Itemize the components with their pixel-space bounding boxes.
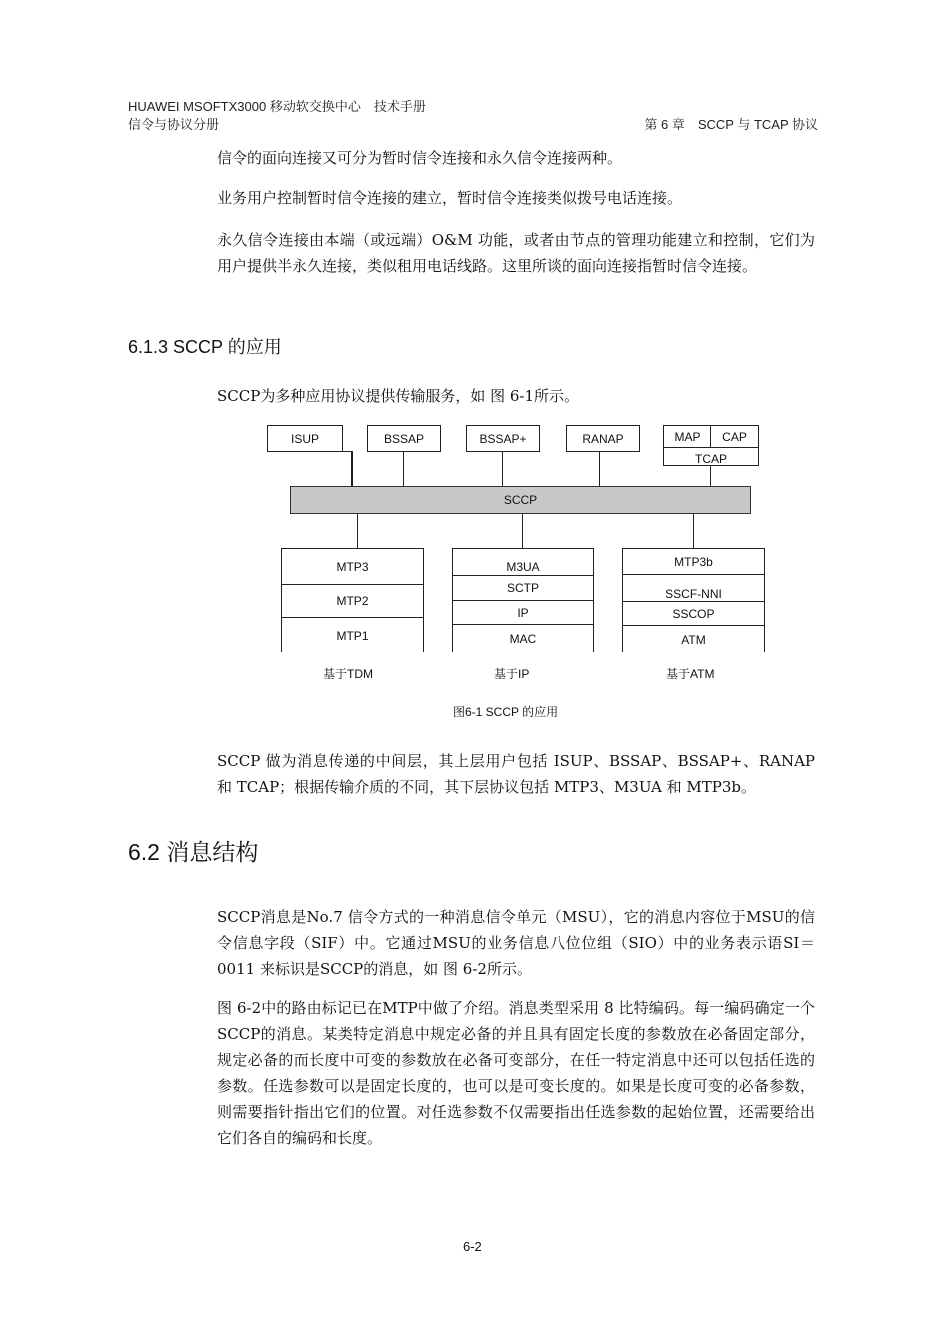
label-ip: 基于IP bbox=[494, 667, 530, 681]
layer-mtp3: MTP3 bbox=[282, 549, 423, 585]
label-atm: 基于ATM bbox=[666, 667, 715, 681]
connector-line bbox=[403, 452, 404, 486]
connector-line bbox=[351, 451, 353, 486]
box-ranap: RANAP bbox=[566, 425, 640, 452]
box-tcap bbox=[663, 447, 759, 466]
paragraph: SCCP消息是No.7 信令方式的一种消息信令单元（MSU），它的消息内容位于MSU的信令信息字段（SIF）中。它通过MSU的业务信息八位位组（SIO）中的业务表示语SI＝0011 来标识是SCCP的消息，如 图 6-2所示。 bbox=[217, 908, 815, 978]
header-volume: 信令与协议分册 bbox=[128, 117, 220, 132]
box-map: MAP bbox=[663, 425, 711, 448]
connector-line bbox=[693, 514, 694, 548]
layer-mtp2: MTP2 bbox=[282, 585, 423, 618]
layer-mtp3b: MTP3b bbox=[623, 549, 764, 575]
figure-caption: 图6-1 SCCP 的应用 bbox=[453, 705, 559, 719]
connector-line bbox=[502, 452, 503, 486]
layer-mac: MAC bbox=[509, 632, 537, 646]
box-tcap-label: TCAP bbox=[694, 452, 727, 466]
box-cap: CAP bbox=[710, 425, 759, 448]
label-tdm: 基于TDM bbox=[323, 667, 373, 681]
layer-mtp1: MTP1 bbox=[336, 628, 369, 643]
paragraph: 业务用户控制暂时信令连接的建立，暂时信令连接类似拨号电话连接。 bbox=[217, 189, 683, 207]
connector-line bbox=[599, 452, 600, 486]
paragraph: SCCP 做为消息传递的中间层，其上层用户包括 ISUP、BSSAP、BSSAP+、RANAP 和 TCAP；根据传输介质的不同，其下层协议包括 MTP3、M3UA 和 MTP3b。 bbox=[217, 752, 815, 796]
paragraph: 永久信令连接由本端（或远端）O&M 功能，或者由节点的管理功能建立和控制，它们为用户提供半永久连接，类似租用电话线路。这里所谈的面向连接指暂时信令连接。 bbox=[217, 231, 815, 275]
connector-line bbox=[357, 514, 358, 548]
section-heading: 6.1.3 SCCP 的应用 bbox=[128, 337, 282, 357]
paragraph: 信令的面向连接又可分为暂时信令连接和永久信令连接两种。 bbox=[217, 149, 623, 167]
connector-line bbox=[522, 514, 523, 548]
layer-sctp: SCTP bbox=[453, 576, 593, 601]
stack-atm bbox=[622, 548, 765, 652]
layer-m3ua: M3UA bbox=[453, 549, 593, 576]
paragraph: SCCP为多种应用协议提供传输服务，如 图 6-1所示。 bbox=[217, 387, 580, 405]
layer-ip: IP bbox=[453, 601, 593, 625]
stack-ip bbox=[452, 548, 594, 652]
box-bssap: BSSAP bbox=[367, 425, 441, 452]
layer-atm: ATM bbox=[681, 632, 706, 647]
paragraph: 图 6-2中的路由标记已在MTP中做了介绍。消息类型采用 8 比特编码。每一编码确定一个SCCP的消息。某类特定消息中规定必备的并且具有固定长度的参数放在必备固定部分，规定必备的而长度中可变的参数放在必备可变部分，在任一特定消息中还可以包括任选的参数。任选参数可以是固定长度的，也可以是可变长度的。如果是长度可变的必备参数，则需要指针指出它们的位置。对任选参数不仅需要指出任选参数的起始位置，还需要给出它们各自的编码和长度。 bbox=[217, 999, 815, 1147]
stack-tdm bbox=[281, 548, 424, 652]
connector-line bbox=[710, 466, 711, 486]
header-manual-title: HUAWEI MSOFTX3000 移动软交换中心 技术手册 bbox=[128, 99, 426, 114]
layer-sscop: SSCOP bbox=[623, 602, 764, 626]
section-heading: 6.2 消息结构 bbox=[128, 839, 259, 865]
page-number: 6-2 bbox=[463, 1239, 482, 1254]
layer-sscf-nni: SSCF-NNI bbox=[623, 575, 764, 602]
header-chapter: 第 6 章 SCCP 与 TCAP 协议 bbox=[644, 117, 818, 132]
sccp-bar: SCCP bbox=[290, 486, 751, 514]
box-bssap-plus: BSSAP+ bbox=[466, 425, 540, 452]
box-isup: ISUP bbox=[267, 425, 343, 452]
